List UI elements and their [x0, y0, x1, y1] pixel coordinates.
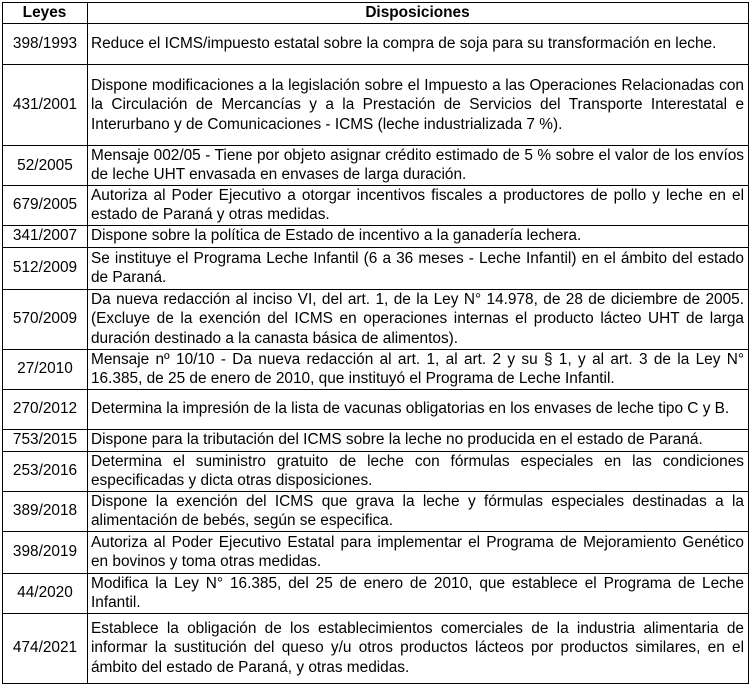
disposicion-cell: Determina la impresión de la lista de vacunas obligatorias en los envases de leche tipo C y B.: [88, 389, 749, 429]
disposicion-cell: Dispone sobre la política de Estado de incentivo a la ganadería lechera.: [88, 225, 749, 247]
disposicion-cell: Mensaje 002/05 - Tiene por objeto asignar crédito estimado de 5 % sobre el valor de los envíos de leche UHT envasada en envases de larga duración.: [88, 146, 749, 186]
table-row: [3, 531, 749, 573]
ley-cell: 398/1993: [3, 24, 88, 65]
ley-cell: 270/2012: [3, 389, 88, 429]
ley-cell: 679/2005: [3, 185, 88, 225]
header-leyes: Leyes: [3, 3, 88, 24]
ley-cell: 431/2001: [3, 65, 88, 146]
table-row: [3, 24, 749, 65]
ley-cell: 753/2015: [3, 429, 88, 451]
disposicion-cell: Autoriza al Poder Ejecutivo Estatal para implementar el Programa de Mejoramiento Genético en bovinos y toma otras medidas.: [88, 531, 749, 573]
disposicion-cell: Modifica la Ley N° 16.385, del 25 de enero de 2010, que establece el Programa de Leche Infantil.: [88, 573, 749, 613]
disposicion-cell: Mensaje nº 10/10 - Da nueva redacción al art. 1, al art. 2 y su § 1, y al art. 3 de la Ley N° 16.385, de 25 de enero de 2010, que instituyó el Programa de Leche Infantil.: [88, 349, 749, 389]
ley-cell: 52/2005: [3, 146, 88, 186]
ley-cell: 44/2020: [3, 573, 88, 613]
table-row: [3, 429, 749, 451]
ley-cell: 398/2019: [3, 531, 88, 573]
disposicion-cell: Determina el suministro gratuito de leche con fórmulas especiales en las condiciones especificadas y dicta otras disposiciones.: [88, 451, 749, 491]
disposicion-cell: Establece la obligación de los establecimientos comerciales de la industria alimentaria de informar la sustitución del queso y/u otros productos lácteos por productos similares, en el ámbito del estado de Paraná, y otras medidas.: [88, 613, 749, 683]
disposicion-cell: Dispone para la tributación del ICMS sobre la leche no producida en el estado de Paraná.: [88, 429, 749, 451]
table-row: [3, 451, 749, 491]
table-row: [3, 225, 749, 247]
ley-cell: 474/2021: [3, 613, 88, 683]
table-header-row: [3, 3, 749, 24]
ley-cell: 512/2009: [3, 247, 88, 289]
table-row: [3, 289, 749, 349]
table-row: [3, 389, 749, 429]
disposicion-cell: Dispone modificaciones a la legislación sobre el Impuesto a las Operaciones Relacionadas con la Circulación de Mercancías y a la Prestación de Servicios del Transporte Interestatal e Interurbano y de Comunicaciones - ICMS (leche industrializada 7 %).: [88, 65, 749, 146]
table-row: [3, 349, 749, 389]
table-row: [3, 573, 749, 613]
ley-cell: 570/2009: [3, 289, 88, 349]
disposicion-cell: Da nueva redacción al inciso VI, del art. 1, de la Ley N° 14.978, de 28 de diciembre de 2005. (Excluye de la exención del ICMS en operaciones internas el producto lácteo UHT de larga duración destinado a la canasta básica de alimentos).: [88, 289, 749, 349]
ley-cell: 389/2018: [3, 491, 88, 531]
table-row: [3, 247, 749, 289]
table-row: [3, 146, 749, 186]
table-row: [3, 65, 749, 146]
table-row: [3, 491, 749, 531]
header-disposiciones: Disposiciones: [88, 3, 749, 24]
ley-cell: 253/2016: [3, 451, 88, 491]
disposicion-cell: Reduce el ICMS/impuesto estatal sobre la compra de soja para su transformación en leche.: [88, 24, 749, 65]
table-row: [3, 613, 749, 683]
ley-cell: 341/2007: [3, 225, 88, 247]
disposicion-cell: Dispone la exención del ICMS que grava la leche y fórmulas especiales destinadas a la alimentación de bebés, según se especifica.: [88, 491, 749, 531]
disposicion-cell: Autoriza al Poder Ejecutivo a otorgar incentivos fiscales a productores de pollo y leche en el estado de Paraná y otras medidas.: [88, 185, 749, 225]
ley-cell: 27/2010: [3, 349, 88, 389]
laws-table: [2, 2, 749, 684]
disposicion-cell: Se instituye el Programa Leche Infantil (6 a 36 meses - Leche Infantil) en el ámbito del estado de Paraná.: [88, 247, 749, 289]
table-row: [3, 185, 749, 225]
